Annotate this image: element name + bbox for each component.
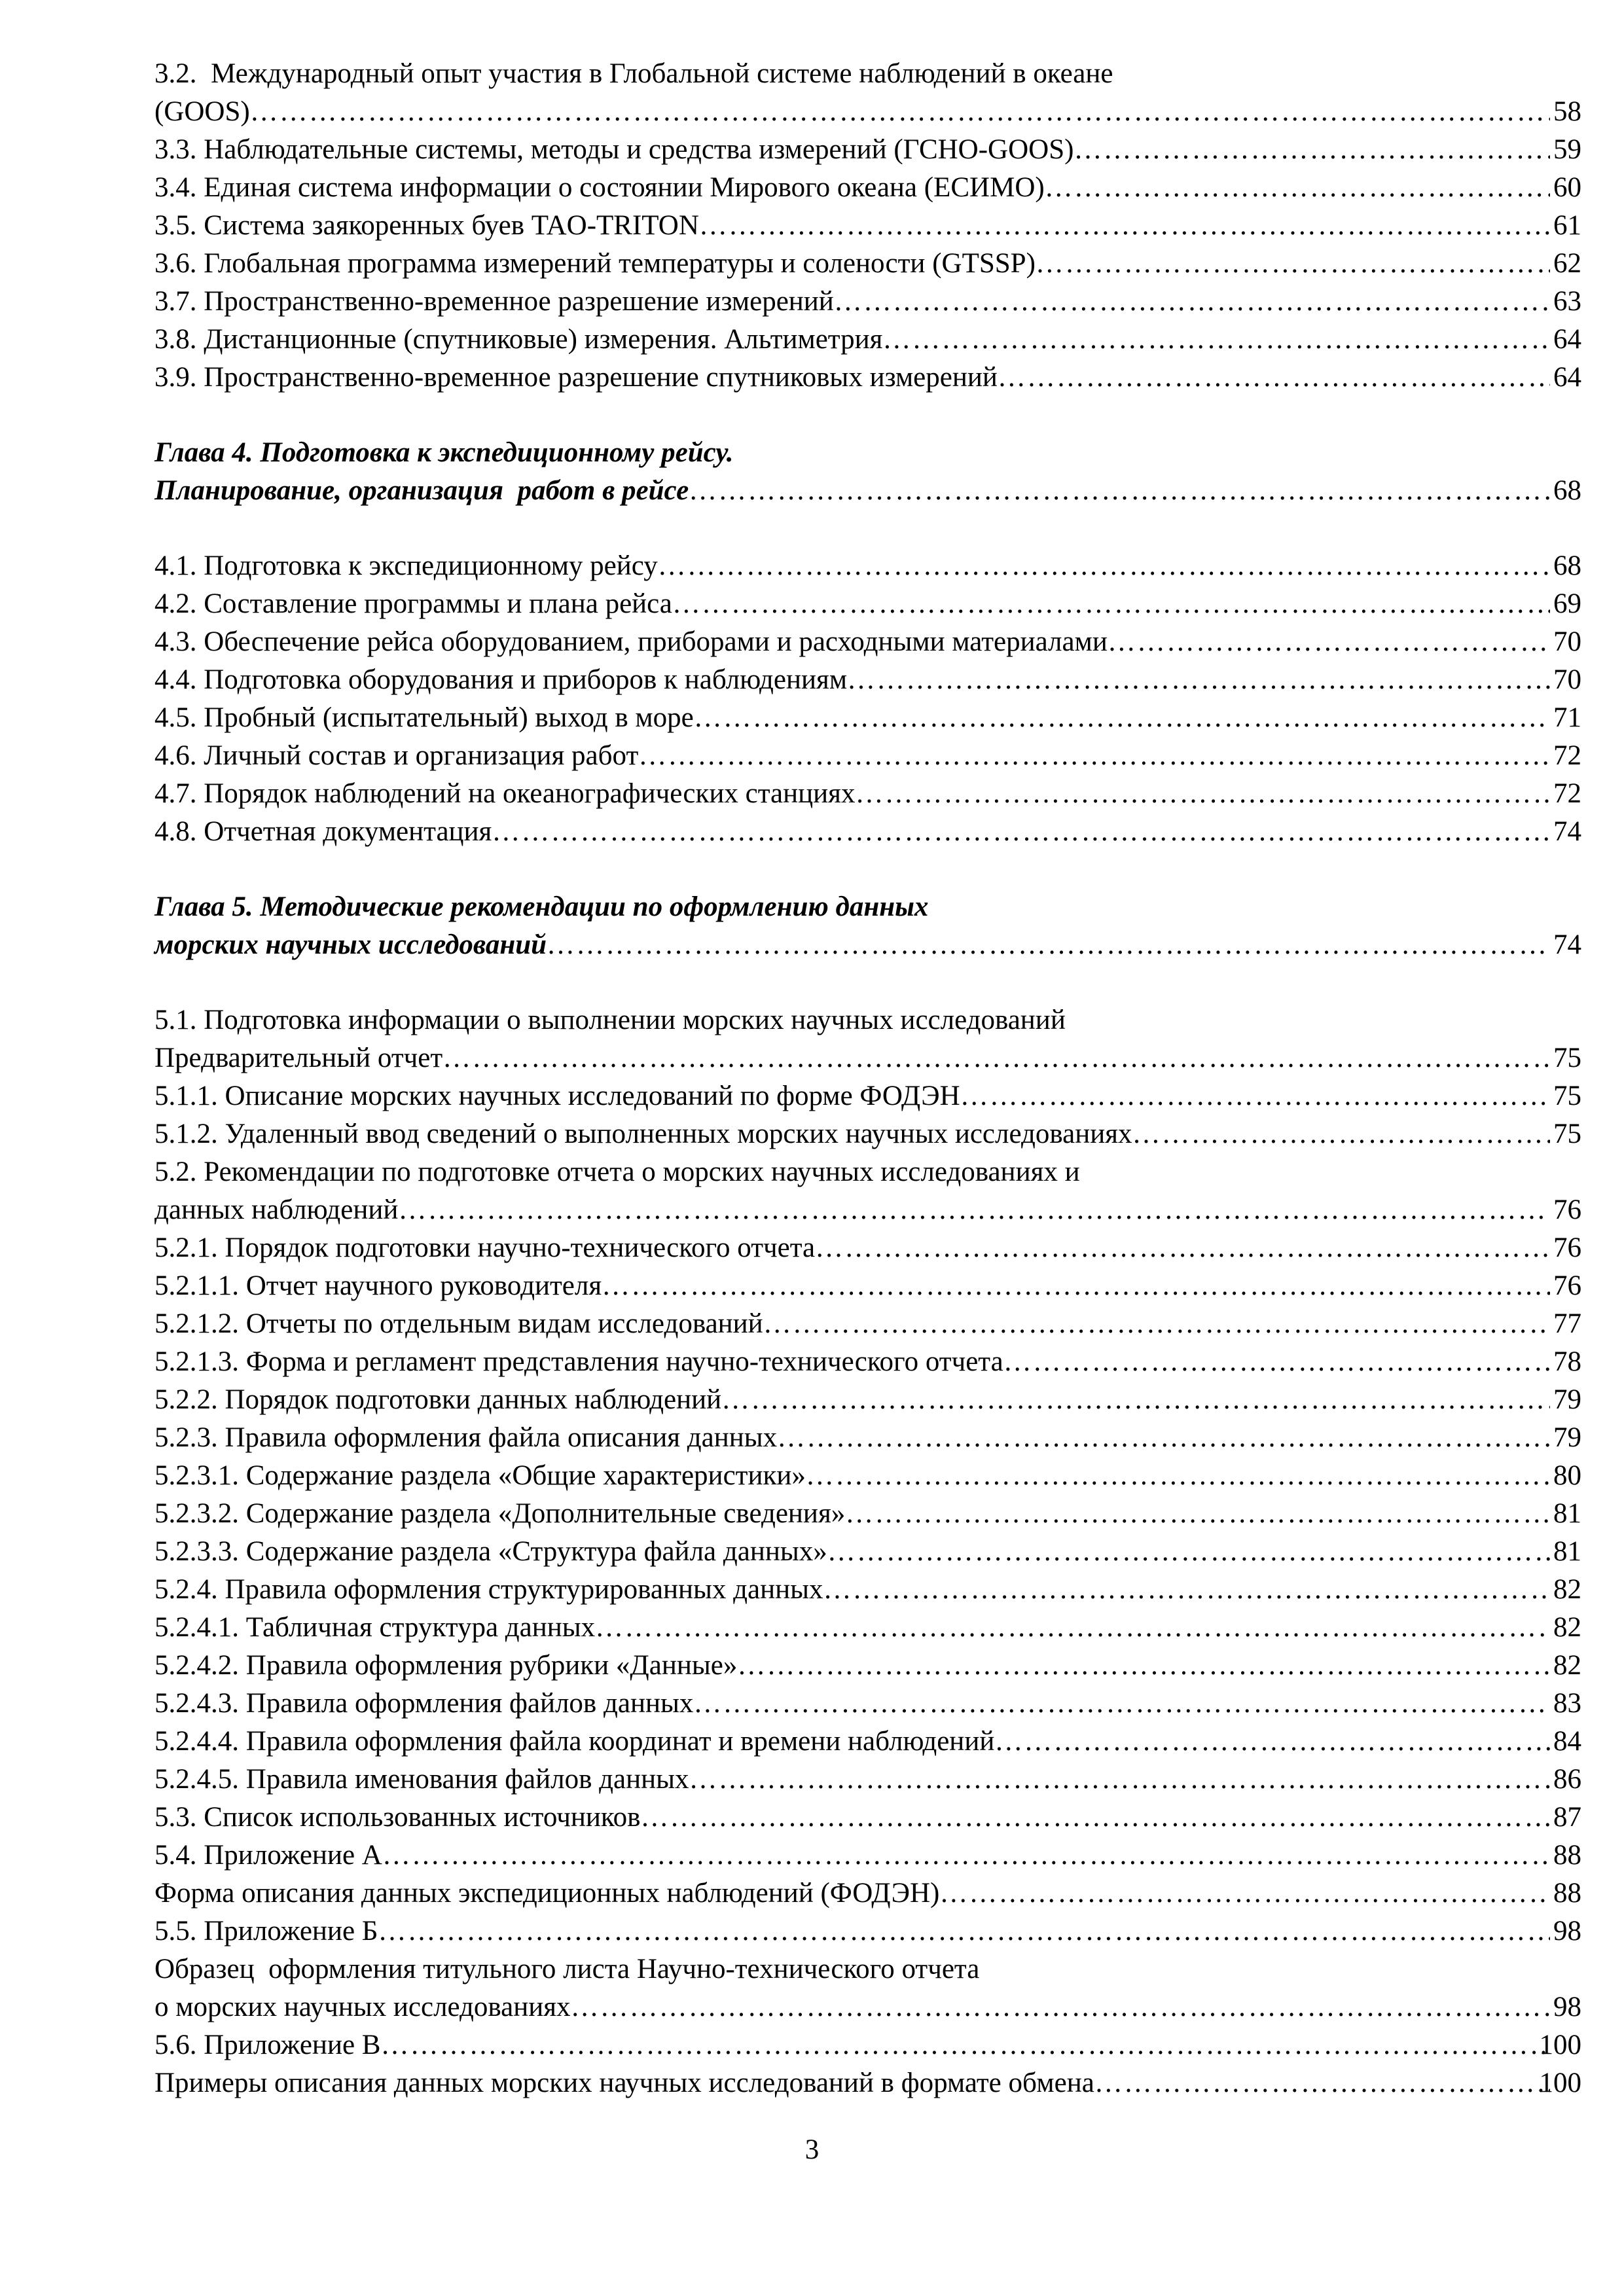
toc-entry (154, 169, 1581, 207)
leader-dots (1132, 1115, 1551, 1153)
toc-entry (154, 1609, 1581, 1647)
toc-entry (154, 93, 1581, 131)
leader-dots (1108, 623, 1550, 661)
toc-entry-page: 84 (1553, 1726, 1581, 1757)
leader-dots (855, 775, 1550, 813)
toc-entry (154, 1229, 1581, 1267)
toc-entry (154, 1723, 1581, 1761)
spacer (154, 510, 1581, 547)
toc-entry (154, 207, 1581, 245)
toc-entry (154, 813, 1581, 851)
leader-dots (1074, 131, 1550, 169)
toc-entry-text: 5.2.3.2. Содержание раздела «Дополнительные сведения» (154, 1498, 846, 1529)
toc-entry-page: 82 (1553, 1650, 1581, 1681)
chapter-subtitle: морских научных исследований (154, 929, 547, 960)
leader-dots (689, 1761, 1550, 1799)
leader-dots (672, 585, 1550, 623)
toc-entry (154, 1077, 1581, 1115)
toc-entry (154, 1647, 1581, 1685)
toc-entry-text: 5.2.4.3. Правила оформления файлов данных (154, 1688, 694, 1719)
chapter-title-line (154, 888, 1581, 926)
toc-entry-page: 88 (1553, 1840, 1581, 1871)
toc-section-4 (154, 547, 1581, 851)
chapter-5-heading (154, 888, 1581, 964)
toc-entry-text: 4.1. Подготовка к экспедиционному рейсу (154, 550, 658, 581)
toc-entry-page: 62 (1553, 248, 1581, 279)
page-number: 3 (804, 2134, 820, 2165)
toc-entry-page: 98 (1553, 1916, 1581, 1946)
toc-entry-page: 100 (1539, 2030, 1581, 2060)
leader-dots (382, 1837, 1550, 1874)
toc-entry-page: 81 (1553, 1536, 1581, 1567)
leader-dots (442, 1039, 1550, 1077)
toc-entry-page: 79 (1553, 1384, 1581, 1415)
leader-dots (571, 1988, 1550, 2026)
toc-entry-page: 82 (1553, 1574, 1581, 1605)
leader-dots (492, 813, 1550, 851)
chapter-title-line (154, 472, 1581, 510)
toc-entry-text: Примеры описания данных морских научных исследований в формате обмена (154, 2068, 1094, 2098)
toc-entry-text: 4.6. Личный состав и организация работ (154, 740, 639, 771)
toc-entry-text: 5.2. Рекомендации по подготовке отчета о морских научных исследованиях и (154, 1157, 1080, 1187)
toc-entry-page: 74 (1553, 816, 1581, 847)
toc-entry-text: Предварительный отчет (154, 1043, 443, 1073)
toc-entry-page: 72 (1553, 778, 1581, 809)
leader-dots (699, 207, 1550, 245)
toc-entry (154, 1571, 1581, 1609)
toc-entry (154, 1001, 1581, 1039)
toc-entry (154, 283, 1581, 321)
toc-entry (154, 585, 1581, 623)
toc-entry (154, 1039, 1581, 1077)
toc-entry (154, 1685, 1581, 1723)
toc-entry (154, 1457, 1581, 1495)
leader-dots (595, 1609, 1550, 1647)
toc-entry-text: 5.2.4.2. Правила оформления рубрики «Данные» (154, 1650, 738, 1681)
toc-entry-text: 5.2.2. Порядок подготовки данных наблюдений (154, 1384, 722, 1415)
toc-entry (154, 623, 1581, 661)
toc-entry-text: 4.3. Обеспечение рейса оборудованием, приборами и расходными материалами (154, 626, 1108, 657)
toc-entry-page: 77 (1553, 1308, 1581, 1339)
leader-dots (1045, 169, 1550, 207)
toc-entry-text: 5.2.4. Правила оформления структурированных данных (154, 1574, 823, 1605)
toc-entry-text: 5.2.3. Правила оформления файла описания данных (154, 1422, 778, 1453)
leader-dots (380, 2026, 1550, 2064)
toc-entry-page: 64 (1553, 324, 1581, 355)
toc-entry-page: 63 (1553, 286, 1581, 317)
toc-entry (154, 131, 1581, 169)
toc-entry-text: 3.6. Глобальная программа измерений температуры и солености (GTSSP) (154, 248, 1036, 279)
toc-entry (154, 2026, 1581, 2064)
toc-entry (154, 699, 1581, 737)
chapter-title-line (154, 926, 1581, 964)
toc-entry-page: 64 (1553, 362, 1581, 393)
toc-entry (154, 55, 1581, 93)
leader-dots (806, 1457, 1550, 1495)
leader-dots (638, 737, 1550, 775)
leader-dots (378, 1912, 1550, 1950)
toc-entry-text: 3.5. Система заякоренных буев TAO-TRITON (154, 210, 699, 241)
toc-entry (154, 1761, 1581, 1799)
toc-entry (154, 1305, 1581, 1343)
toc-entry-text: 5.2.1. Порядок подготовки научно-технического отчета (154, 1232, 816, 1263)
toc-entry-text: 3.7. Пространственно-временное разрешение измерений (154, 286, 834, 317)
spacer (154, 397, 1581, 434)
toc-entry (154, 1115, 1581, 1153)
toc-entry-page: 75 (1553, 1081, 1581, 1111)
toc-entry (154, 1381, 1581, 1419)
leader-dots (1003, 1343, 1550, 1381)
toc-entry-text: 5.2.1.2. Отчеты по отдельным видам исследований (154, 1308, 763, 1339)
leader-dots (882, 321, 1550, 359)
toc-entry-page: 81 (1553, 1498, 1581, 1529)
toc-entry-text: 4.2. Составление программы и плана рейса (154, 588, 672, 619)
leader-dots (547, 926, 1550, 964)
toc-entry-page: 58 (1553, 96, 1581, 127)
toc-entry-text: 3.9. Пространственно-временное разрешение спутниковых измерений (154, 362, 998, 393)
leader-dots (640, 1799, 1550, 1837)
toc-entry-page: 76 (1553, 1270, 1581, 1301)
leader-dots (763, 1305, 1550, 1343)
leader-dots (1036, 245, 1550, 283)
toc-entry (154, 1533, 1581, 1571)
toc-entry-text: 5.5. Приложение Б (154, 1916, 378, 1946)
leader-dots (721, 1381, 1550, 1419)
toc-entry-text: 3.4. Единая система информации о состоянии Мирового океана (ЕСИМО) (154, 172, 1045, 203)
toc-entry-page: 75 (1553, 1043, 1581, 1073)
toc-entry-text: 3.3. Наблюдательные системы, методы и средства измерений (ГСНО-GOOS) (154, 134, 1074, 165)
leader-dots (250, 93, 1550, 131)
leader-dots (398, 1191, 1550, 1229)
toc-entry-text: 4.8. Отчетная документация (154, 816, 492, 847)
toc-entry-page: 76 (1553, 1194, 1581, 1225)
chapter-4-heading (154, 434, 1581, 510)
leader-dots (815, 1229, 1550, 1267)
toc-entry (154, 1495, 1581, 1533)
toc-entry-page: 61 (1553, 210, 1581, 241)
toc-entry-text: 5.2.3.1. Содержание раздела «Общие характеристики» (154, 1460, 806, 1491)
toc-page (154, 55, 1581, 2102)
chapter-title: Глава 5. Методические рекомендации по оформлению данных (154, 891, 929, 922)
toc-entry (154, 245, 1581, 283)
toc-entry (154, 1191, 1581, 1229)
toc-section-3 (154, 55, 1581, 397)
toc-entry-text: 5.1.1. Описание морских научных исследований по форме ФОДЭН (154, 1081, 960, 1111)
toc-entry-page: 88 (1553, 1878, 1581, 1909)
leader-dots (777, 1419, 1550, 1457)
toc-entry-text: 4.5. Пробный (испытательный) выход в море (154, 702, 694, 733)
chapter-page: 74 (1553, 929, 1581, 960)
toc-entry-text: 5.2.4.1. Табличная структура данных (154, 1612, 596, 1643)
chapter-title-line (154, 434, 1581, 472)
toc-entry-page: 82 (1553, 1612, 1581, 1643)
toc-entry-text: 5.2.3.3. Содержание раздела «Структура файла данных» (154, 1536, 827, 1567)
chapter-title: Глава 4. Подготовка к экспедиционному рейсу. (154, 437, 734, 468)
toc-entry-page: 70 (1553, 664, 1581, 695)
leader-dots (960, 1077, 1550, 1115)
leader-dots (694, 699, 1550, 737)
leader-dots (823, 1571, 1550, 1609)
toc-entry-page: 76 (1553, 1232, 1581, 1263)
toc-entry (154, 1874, 1581, 1912)
toc-entry-text: 4.4. Подготовка оборудования и приборов к наблюдениям (154, 664, 848, 695)
toc-entry (154, 547, 1581, 585)
leader-dots (834, 283, 1550, 321)
leader-dots (658, 547, 1550, 585)
toc-entry-text: 3.2. Международный опыт участия в Глобальной системе наблюдений в океане (154, 58, 1113, 89)
toc-entry-page: 78 (1553, 1346, 1581, 1377)
toc-entry-text: 3.8. Дистанционные (спутниковые) измерения. Альтиметрия (154, 324, 883, 355)
toc-entry-page: 68 (1553, 550, 1581, 581)
toc-entry-page: 79 (1553, 1422, 1581, 1453)
toc-entry-text: 5.1.2. Удаленный ввод сведений о выполненных морских научных исследованиях (154, 1119, 1132, 1149)
toc-entry (154, 1912, 1581, 1950)
toc-entry-text: 5.2.4.4. Правила оформления файла координат и времени наблюдений (154, 1726, 995, 1757)
toc-entry-text: данных наблюдений (154, 1194, 399, 1225)
toc-entry (154, 775, 1581, 813)
leader-dots (939, 1874, 1550, 1912)
toc-entry-page: 69 (1553, 588, 1581, 619)
leader-dots (998, 359, 1550, 397)
toc-entry-page: 59 (1553, 134, 1581, 165)
toc-entry (154, 1267, 1581, 1305)
toc-entry-page: 83 (1553, 1688, 1581, 1719)
leader-dots (827, 1533, 1550, 1571)
toc-entry-text: 5.2.4.5. Правила именования файлов данных (154, 1764, 689, 1795)
toc-entry-page: 72 (1553, 740, 1581, 771)
toc-entry-page: 75 (1553, 1119, 1581, 1149)
toc-entry-text: 5.4. Приложение А (154, 1840, 382, 1871)
leader-dots (847, 661, 1550, 699)
toc-entry (154, 1950, 1581, 1988)
toc-entry (154, 1988, 1581, 2026)
toc-entry-page: 60 (1553, 172, 1581, 203)
toc-entry (154, 1419, 1581, 1457)
chapter-page: 68 (1553, 475, 1581, 506)
toc-entry-page: 70 (1553, 626, 1581, 657)
toc-section-5 (154, 1001, 1581, 2102)
toc-entry-text: 5.2.1.3. Форма и регламент представления научно-технического отчета (154, 1346, 1003, 1377)
toc-entry (154, 2064, 1581, 2102)
toc-entry (154, 1837, 1581, 1874)
toc-entry-page: 87 (1553, 1802, 1581, 1833)
toc-entry-page: 86 (1553, 1764, 1581, 1795)
leader-dots (845, 1495, 1550, 1533)
toc-entry-page: 100 (1539, 2068, 1581, 2098)
toc-entry-text: 4.7. Порядок наблюдений на океанографических станциях (154, 778, 856, 809)
toc-entry (154, 321, 1581, 359)
toc-entry-text: 5.3. Список использованных источников (154, 1802, 641, 1833)
leader-dots (737, 1647, 1550, 1685)
spacer (154, 851, 1581, 888)
leader-dots (994, 1723, 1550, 1761)
toc-entry-text: о морских научных исследованиях (154, 1992, 571, 2022)
toc-entry-text: Форма описания данных экспедиционных наблюдений (ФОДЭН) (154, 1878, 940, 1909)
leader-dots (1094, 2064, 1550, 2102)
toc-entry-page: 98 (1553, 1992, 1581, 2022)
toc-entry-page: 80 (1553, 1460, 1581, 1491)
leader-dots (689, 472, 1550, 510)
toc-entry-text: 5.1. Подготовка информации о выполнении морских научных исследований (154, 1005, 1066, 1035)
toc-entry (154, 1343, 1581, 1381)
toc-entry-text: (GOOS) (154, 96, 250, 127)
toc-entry-page: 71 (1553, 702, 1581, 733)
toc-entry-text: 5.6. Приложение В (154, 2030, 381, 2060)
toc-entry-text: Образец оформления титульного листа Научно-технического отчета (154, 1954, 980, 1984)
toc-entry (154, 1153, 1581, 1191)
leader-dots (693, 1685, 1550, 1723)
toc-entry (154, 737, 1581, 775)
chapter-subtitle: Планирование, организация работ в рейсе (154, 475, 689, 506)
toc-entry (154, 359, 1581, 397)
toc-entry-text: 5.2.1.1. Отчет научного руководителя (154, 1270, 602, 1301)
leader-dots (602, 1267, 1550, 1305)
toc-entry (154, 661, 1581, 699)
toc-entry (154, 1799, 1581, 1837)
spacer (154, 964, 1581, 1001)
